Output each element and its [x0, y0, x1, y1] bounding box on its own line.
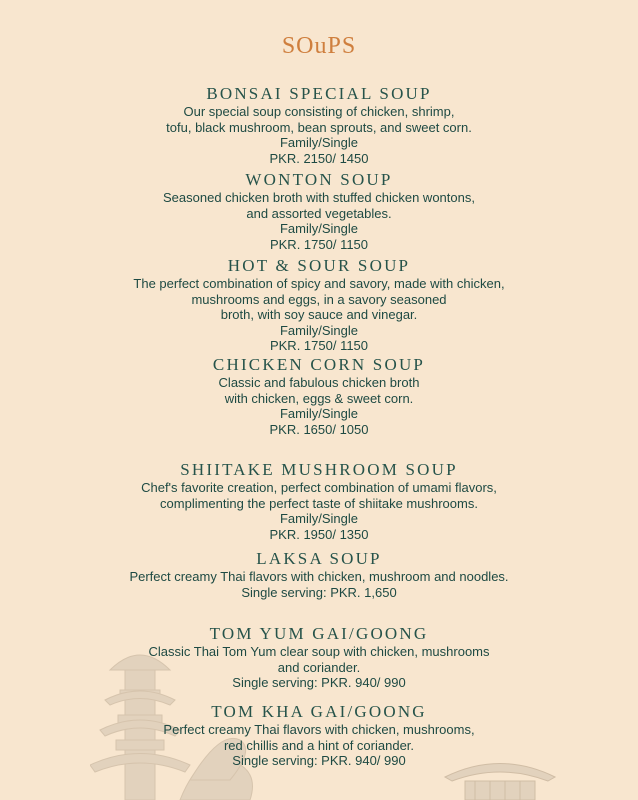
menu-item-name: TOM KHA GAI/GOONG: [211, 702, 427, 721]
menu-item-detail: Family/Single: [279, 511, 359, 526]
menu-item-name: WONTON SOUP: [245, 170, 393, 189]
menu-item-name: SHIITAKE MUSHROOM SOUP: [180, 460, 458, 479]
menu-item-detail: PKR. 1750/ 1150: [269, 338, 369, 353]
menu-item-detail: Chef's favorite creation, perfect combination of umami flavors,: [141, 480, 497, 495]
menu-item: [0, 460, 638, 542]
menu-item-detail: PKR. 1750/ 1150: [269, 236, 369, 252]
menu-item-name: TOM YUM GAI/GOONG: [209, 624, 429, 643]
menu-item: [0, 624, 638, 691]
menu-item-detail: red chillis and a hint of coriander.: [223, 737, 415, 753]
menu-item-name: BONSAI SPECIAL SOUP: [206, 84, 432, 103]
menu-item-detail: PKR. 1650/ 1050: [269, 421, 369, 437]
menu-item-detail: Single serving: PKR. 1,650: [241, 584, 397, 600]
menu-item-detail: Classic and fabulous chicken broth: [218, 375, 420, 390]
menu-item-detail: Family/Single: [279, 221, 359, 236]
menu-item-detail: Classic Thai Tom Yum clear soup with chicken, mushrooms: [148, 644, 490, 659]
menu-item: [0, 170, 638, 252]
menu-item-detail: broth, with soy sauce and vinegar.: [220, 307, 418, 322]
menu-item-detail: Single serving: PKR. 940/ 990: [232, 753, 406, 768]
menu-item-detail: Perfect creamy Thai flavors with chicken, mushroom and noodles.: [129, 569, 509, 584]
menu-item-name: LAKSA SOUP: [256, 549, 382, 568]
menu-item-detail: Family/Single: [279, 406, 359, 421]
menu-title: SOuPS: [281, 33, 357, 59]
menu-item-detail: PKR. 2150/ 1450: [269, 150, 369, 166]
menu-item-detail: and assorted vegetables.: [246, 205, 392, 221]
menu-item-name: CHICKEN CORN SOUP: [212, 355, 426, 374]
menu-item-detail: The perfect combination of spicy and savory, made with chicken,: [133, 276, 505, 291]
menu-item-detail: mushrooms and eggs, in a savory seasoned: [191, 291, 447, 307]
menu-item: [0, 84, 638, 166]
menu-item-detail: with chicken, eggs & sweet corn.: [224, 390, 414, 406]
menu-item: [0, 355, 638, 437]
menu-item-name: HOT & SOUR SOUP: [227, 256, 411, 275]
menu-item: [0, 702, 638, 769]
menu-item-detail: and coriander.: [277, 659, 361, 675]
menu-item-detail: Our special soup consisting of chicken, shrimp,: [183, 104, 455, 119]
menu-item-detail: Single serving: PKR. 940/ 990: [232, 675, 406, 690]
menu-item-detail: Seasoned chicken broth with stuffed chicken wontons,: [163, 190, 475, 205]
menu-item: [0, 256, 638, 354]
menu-item-detail: complimenting the perfect taste of shiitake mushrooms.: [160, 495, 478, 511]
menu-item-detail: Family/Single: [279, 135, 359, 150]
menu-item-detail: Family/Single: [279, 322, 359, 338]
menu-item-detail: PKR. 1950/ 1350: [269, 526, 369, 542]
menu-item: [0, 549, 638, 600]
menu-item-detail: Perfect creamy Thai flavors with chicken, mushrooms,: [163, 722, 475, 737]
menu-item-detail: tofu, black mushroom, bean sprouts, and sweet corn.: [166, 119, 472, 135]
